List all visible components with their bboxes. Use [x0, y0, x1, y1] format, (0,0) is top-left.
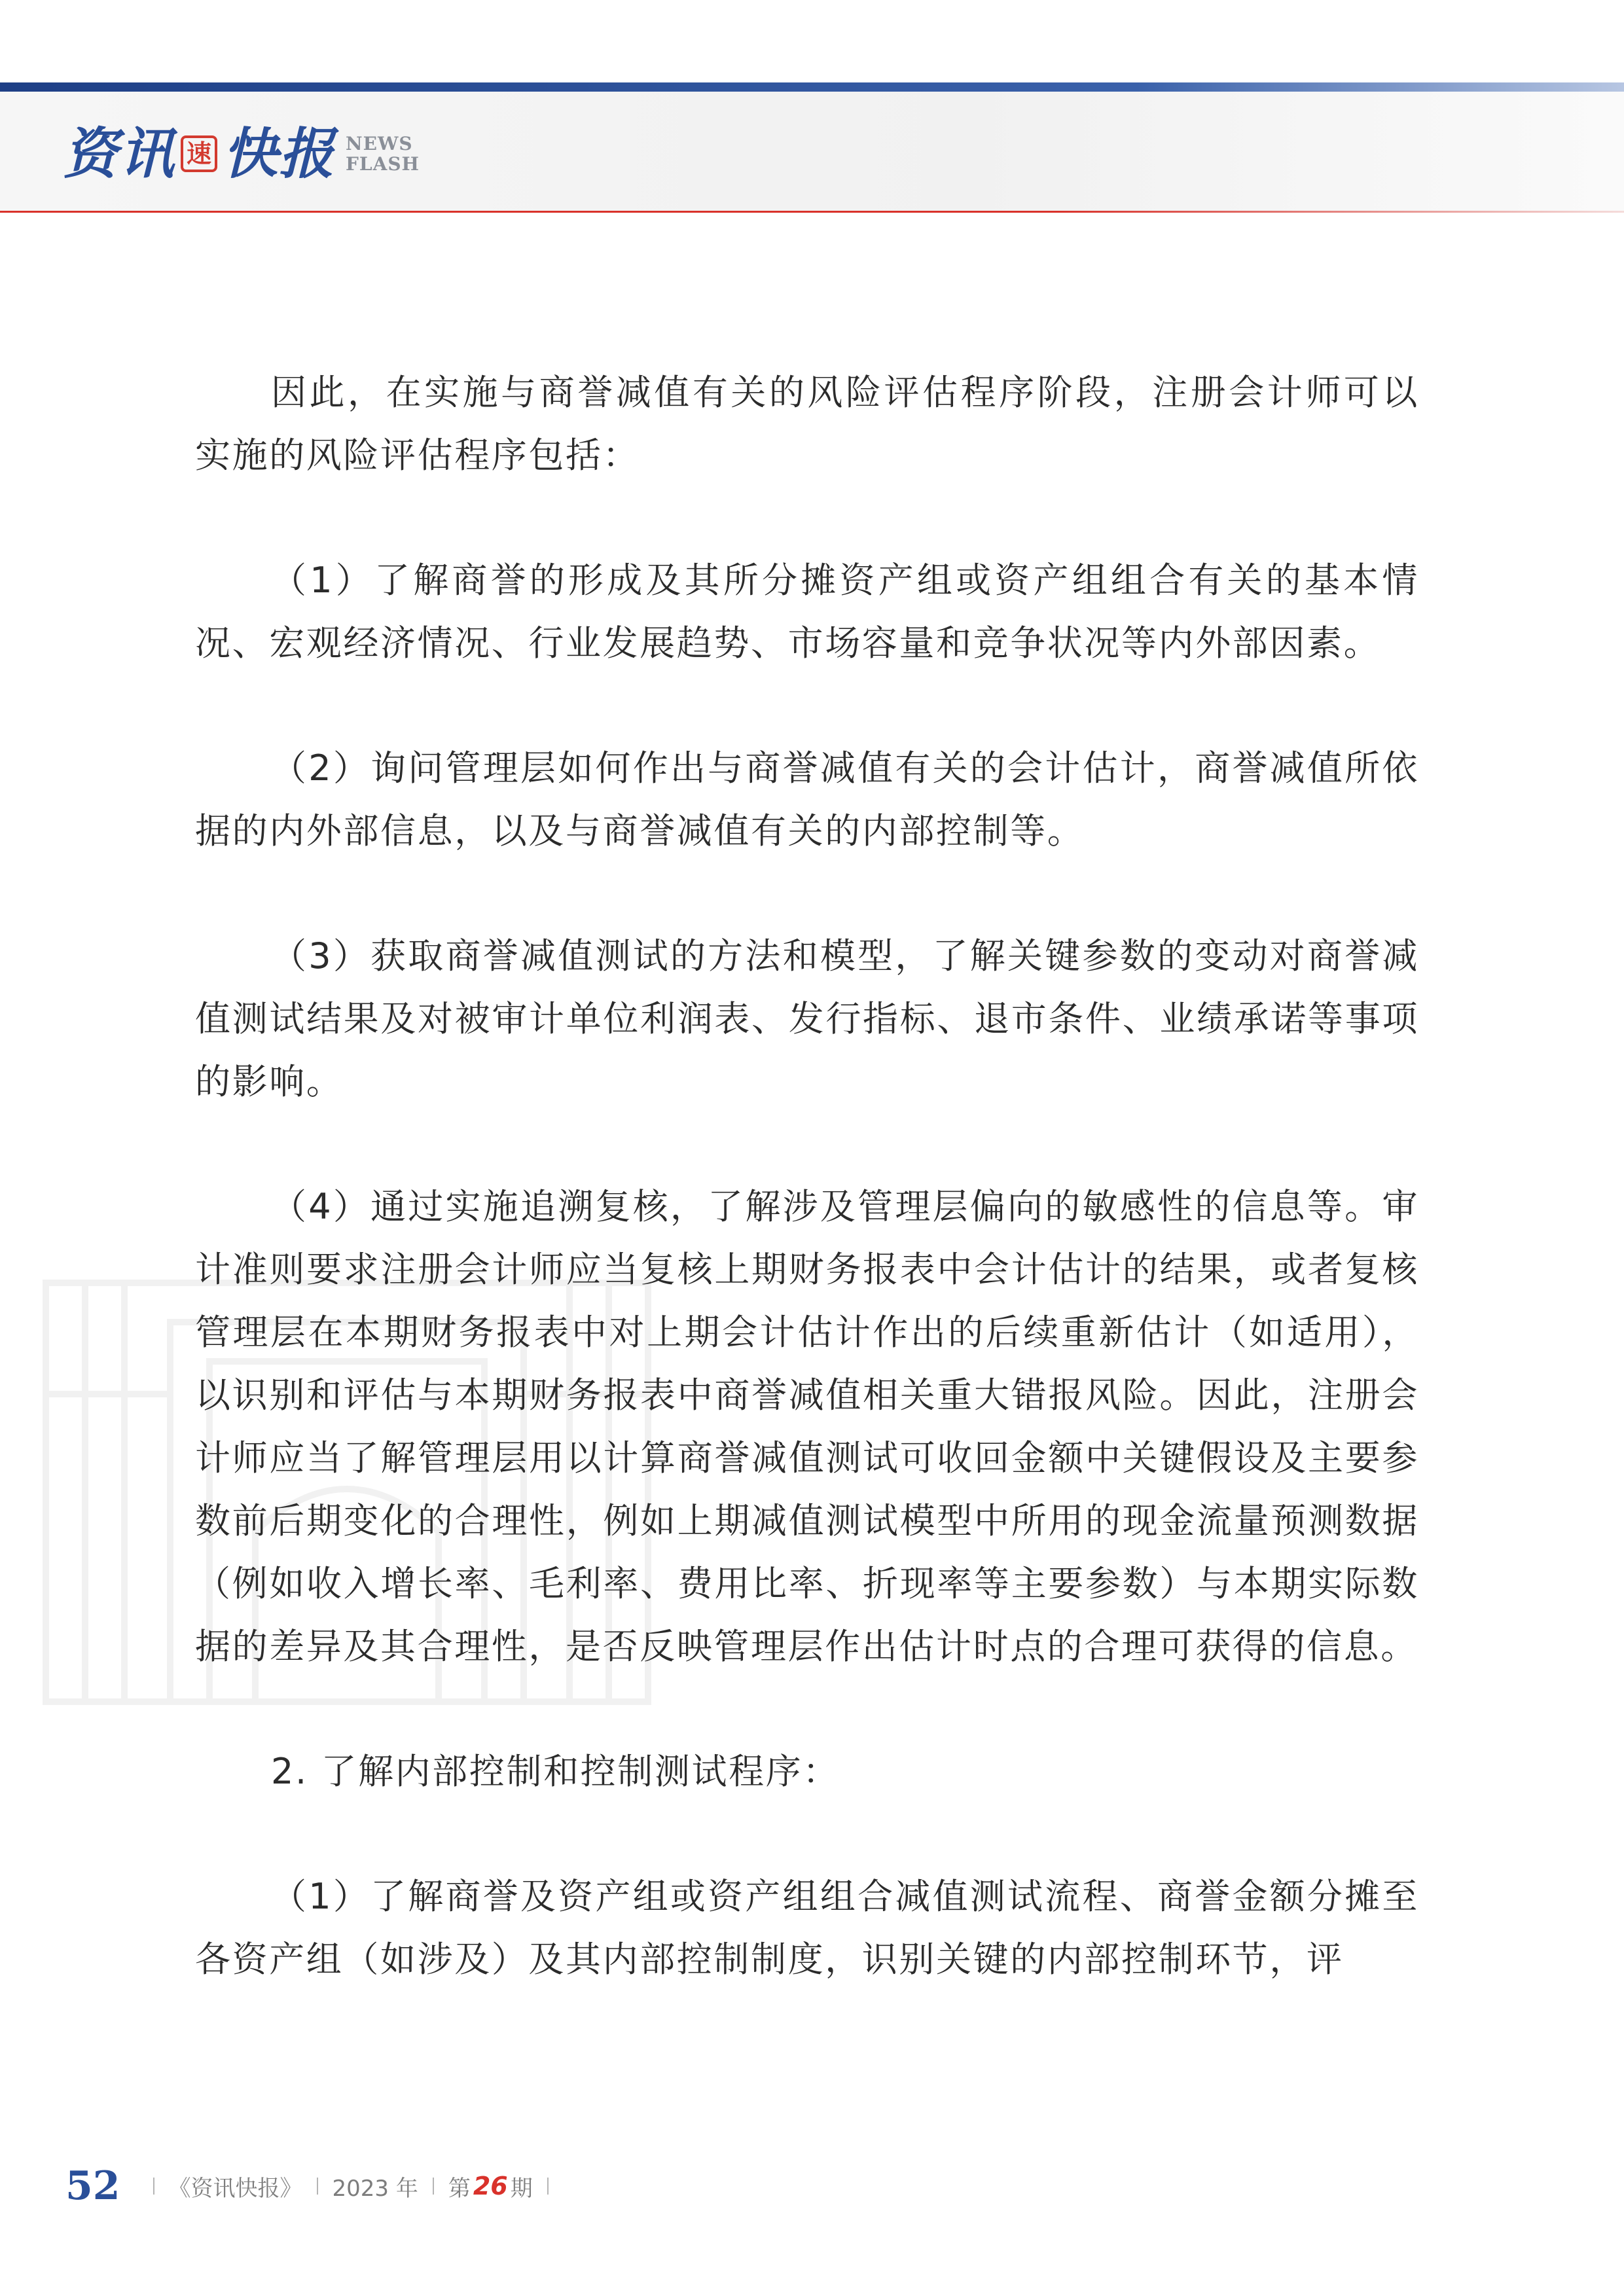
- masthead-logo: [63, 111, 420, 196]
- masthead-english-news: NEWS: [346, 133, 413, 154]
- paragraph: （1）了解商誉的形成及其所分摊资产组或资产组组合有关的基本情况、宏观经济情况、行业发展趋势、市场容量和竞争状况等内外部因素。: [195, 560, 1419, 664]
- masthead-title-right: 快报: [223, 121, 336, 186]
- publication-name: 《资讯快报》: [168, 2175, 302, 2202]
- page-footer: [65, 2153, 563, 2219]
- footer-divider: [433, 2178, 434, 2195]
- footer-divider: [317, 2178, 318, 2195]
- paragraph: （3）获取商誉减值测试的方法和模型，了解关键参数的变动对商誉减值测试结果及对被审计单位利润表、发行指标、退市条件、业绩承诺等事项的影响。: [195, 935, 1419, 1102]
- masthead-english: [346, 134, 420, 174]
- publication-year: 2023 年: [332, 2175, 418, 2202]
- header-red-rule: [0, 211, 1624, 213]
- paragraph: （1）了解商誉及资产组或资产组组合减值测试流程、商誉金额分摊至各资产组（如涉及）及其内部控制制度，识别关键的内部控制环节，评: [195, 1876, 1419, 1980]
- page-number: 52: [65, 2163, 120, 2209]
- section-heading: 2. 了解内部控制和控制测试程序：: [271, 1751, 840, 1792]
- paragraph: 因此，在实施与商誉减值有关的风险评估程序阶段，注册会计师可以实施的风险评估程序包括：: [195, 372, 1419, 476]
- masthead-title-left: 资讯: [63, 121, 176, 186]
- paragraph: （2）询问管理层如何作出与商誉减值有关的会计估计，商誉减值所依据的内外部信息，以及与商誉减值有关的内部控制等。: [195, 747, 1419, 852]
- paragraph: （4）通过实施追溯复核，了解涉及管理层偏向的敏感性的信息等。审计准则要求注册会计师应当复核上期财务报表中会计估计的结果，或者复核管理层在本期财务报表中对上期会计估计作出的后续重新估计（如适用），以识别和评估与本期财务报表中商誉减值相关重大错报风险。因此，注册会计师应当了解管理层用以计算商誉减值测试可收回金额中关键假设及主要参数前后期变化的合理性，例如上期减值测试模型中所用的现金流量预测数据（例如收入增长率、毛利率、费用比率、折现率等主要参数）与本期实际数据的差异及其合理性，是否反映管理层作出估计时点的合理可获得的信息。: [195, 1186, 1419, 1667]
- issue-number: 26: [473, 2172, 508, 2200]
- issue-prefix: 第: [448, 2175, 471, 2202]
- article-body: [195, 361, 1419, 1991]
- masthead-english-flash: FLASH: [346, 153, 420, 175]
- footer-divider: [547, 2178, 549, 2195]
- issue-suffix: 期: [510, 2175, 533, 2202]
- footer-divider: [153, 2178, 154, 2195]
- header-top-bar: [0, 82, 1624, 92]
- masthead-seal-icon: 速: [181, 135, 217, 172]
